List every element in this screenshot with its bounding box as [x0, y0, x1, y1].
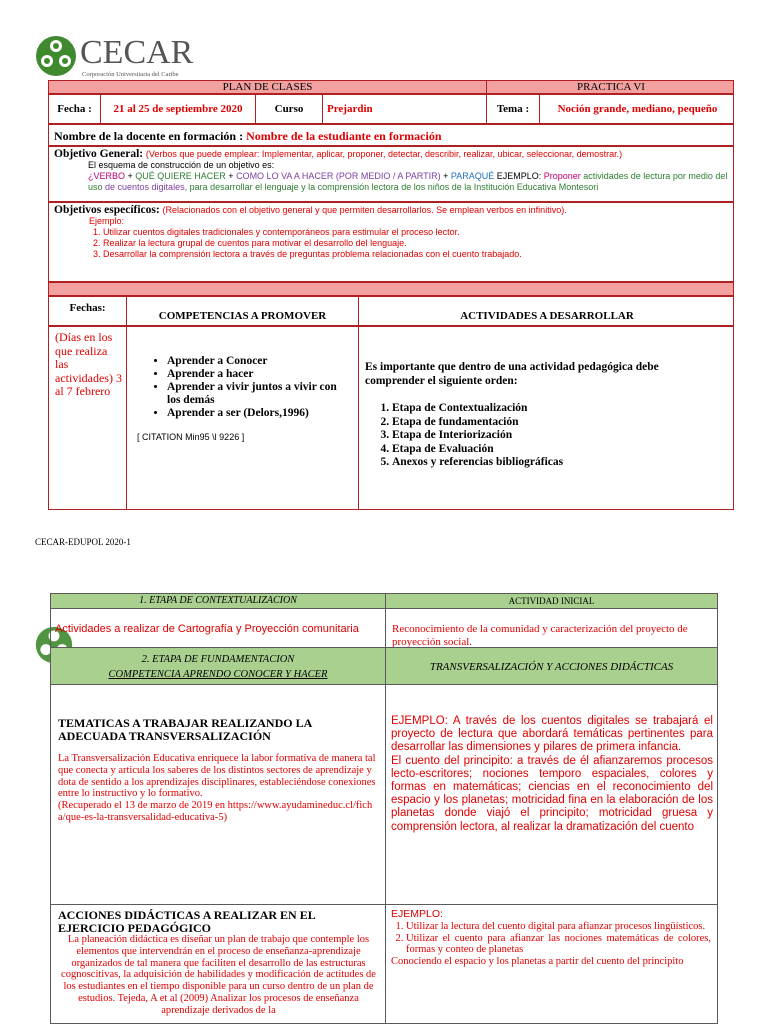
ejemplo-acciones-list [391, 921, 711, 956]
ejemplo-acciones-cell [385, 904, 718, 1024]
logo-subtitle: Corporación Universitaria del Caribe [82, 71, 179, 78]
principito-text: El cuento del principito: a través de él afianzaremos procesos lecto-escritores; nociones temporo espaciales, colores y formas en matemáticas; ciencias en el reconocimiento del espacio y los planetas; motricidad fina en la elaboración de los planetas donde viajó el principito; motricidad gruesa y comprensión lectora, al realizar la dramatización del cuento [391, 754, 713, 833]
tematicas-cell [50, 684, 386, 905]
list-item: 1. Utilizar la lectura del cuento digital para afianzar procesos lingüísticos. [406, 921, 711, 933]
list-item: 1. Etapa de Contextualización [392, 402, 721, 416]
list-item: 1. Utilizar cuentos digitales tradicionales y contemporáneos para estimular el proceso lector. [103, 227, 729, 238]
objetivo-verbs-hint: (Verbos que puede emplear: Implementar, aplicar, proponer, detectar, describir, realizar, ubicar, seleccionar, demostrar.) [145, 149, 623, 159]
ejemplo-cuentos: de cuentos digitales, [105, 182, 188, 192]
cecar-logo [34, 34, 194, 80]
esquema-como: COMO LO VA A HACER (POR MEDIO / A PARTIR) [236, 171, 441, 181]
col-competencias: COMPETENCIAS A PROMOVER [127, 297, 359, 325]
esquema-ejemplo: EJEMPLO: [494, 171, 544, 181]
plan-title: PLAN DE CLASES [49, 81, 487, 93]
list-item: 3. Etapa de Interiorización [392, 429, 721, 443]
ejemplo-actividades: actividades de lectura por medio del uso [88, 171, 728, 192]
objetivos-especificos-list [54, 227, 729, 260]
page2-table [50, 593, 718, 1024]
list-item: • Aprender a hacer [167, 368, 350, 381]
reconocimiento-text: Reconocimiento de la comunidad y caracterización del proyecto de proyección social. [385, 608, 718, 648]
objetivos-especificos-label: Objetivos específicos: [54, 204, 160, 216]
transversalizacion-cell [385, 684, 718, 905]
cartografia-text: Actividades a realizar de Cartografía y Proyección comunitaria [50, 608, 386, 648]
tema-value: Noción grande, mediano, pequeño [557, 103, 718, 115]
transversalizacion-header: TRANSVERSALIZACIÓN Y ACCIONES DIDÁCTICAS [385, 647, 718, 685]
esquema-verbo: ¿VERBO [88, 171, 126, 181]
objetivos-especificos-hint: (Relacionados con el objetivo general y que permiten desarrollarlos. Se emplean verbos en infinitivo). [162, 205, 567, 215]
content-row [48, 326, 734, 510]
etapa-fundamentacion-title: 2. ETAPA DE FUNDAMENTACION [141, 654, 295, 665]
list-item: 3. Desarrollar la comprensión lectora a través de preguntas problema relacionadas con el cuento trabajado. [103, 249, 729, 260]
fecha-label: Fecha : [49, 95, 101, 123]
etapa-fundamentacion [50, 647, 386, 685]
ejemplo-transversalizacion: EJEMPLO: A través de los cuentos digitales se trabajará el proyecto de lectura que abordará temáticas pertinentes para desarrollar las dimensiones y pilares de primera infancia. [391, 715, 713, 754]
pink-divider-row [48, 282, 734, 296]
competencias-list [135, 355, 350, 420]
esquema-que: QUÉ QUIERE HACER [135, 171, 226, 181]
docente-value: Nombre de la estudiante en formación [246, 129, 442, 143]
actividades-cell [359, 327, 735, 509]
practica-label: PRACTICA VI [577, 81, 645, 93]
list-item: 2. Etapa de fundamentación [392, 416, 721, 430]
esquema-plus-2: + [225, 171, 237, 181]
columns-header-row [48, 296, 734, 326]
objetivos-especificos-row [48, 202, 734, 282]
col-actividades: ACTIVIDADES A DESARROLLAR [460, 310, 634, 322]
competencias-cell [127, 327, 359, 509]
esquema-formula [54, 171, 729, 193]
objetivo-general-row [48, 146, 734, 202]
tematicas-body: La Transversalización Educativa enriquece la labor formativa de manera tal que conecta y articula los saberes de los distintos sectores de aprendizaje y dota de sentido a los aprendizajes disciplinares, estableciéndose conexiones entre lo instructivo y lo formativo. [58, 753, 376, 800]
fecha-value: 21 al 25 de septiembre 2020 [101, 95, 256, 123]
page-footer: CECAR-EDUPOL 2020-1 [35, 537, 131, 547]
list-item: 2. Utilizar el cuento para afianzar las nociones matemáticas de colores, formas y conteo de planetas [406, 933, 711, 957]
actividad-inicial-header: ACTIVIDAD INICIAL [385, 593, 718, 609]
esquema-line: El esquema de construcción de un objetivo es: [88, 160, 275, 170]
competencia-aprendo: COMPETENCIA APRENDO CONOCER Y HACER [108, 669, 328, 680]
docente-label: Nombre de la docente en formación : [54, 129, 244, 143]
list-item: 2. Realizar la lectura grupal de cuentos para motivar el desarrollo del lenguaje. [103, 238, 729, 249]
tema-label: Tema : [487, 95, 540, 123]
objetivo-general-label: Objetivo General: [54, 148, 144, 160]
list-item: 4. Etapa de Evaluación [392, 443, 721, 457]
ejemplo-label-2: EJEMPLO: [391, 908, 443, 920]
tematicas-reference: (Recuperado el 13 de marzo de 2019 en https://www.ayudamineduc.cl/ficha/que-es-la-transversalidad-educativa-5) [58, 800, 373, 823]
list-item: 5. Anexos y referencias bibliográficas [392, 456, 721, 470]
curso-label: Curso [256, 95, 323, 123]
plan-header-row [48, 80, 734, 94]
acciones-cell [50, 904, 386, 1024]
esquema-paraque: PARAQUÉ [450, 171, 495, 181]
ejemplo-label: Ejemplo: [89, 216, 125, 226]
curso-value: Prejardin [323, 95, 487, 123]
fecha-row [48, 94, 734, 124]
list-item: • Aprender a vivir juntos a vivir con los demás [167, 381, 350, 407]
esquema-plus-3: + [440, 171, 451, 181]
ejemplo-para: para desarrollar el lenguaje y la comprensión lectora de los niños de la Institución Educativa Montesori [187, 182, 599, 192]
ejemplo-acciones-tail: Conociendo el espacio y los planetas a partir del cuento del principito [391, 956, 684, 968]
esquema-plus-1: + [125, 171, 136, 181]
citation: [ CITATION Min95 \l 9226 ] [137, 432, 245, 442]
acciones-title: ACCIONES DIDÁCTICAS A REALIZAR EN EL EJERCICIO PEDAGÓGICO [58, 908, 316, 935]
etapa-contextualizacion: 1. ETAPA DE CONTEXTUALIZACION [50, 593, 386, 609]
list-item: • Aprender a ser (Delors,1996) [167, 407, 350, 420]
col-fechas: Fechas: [49, 297, 127, 325]
fechas-text: (Días en los que realiza las actividades) 3 al 7 febrero [49, 327, 127, 509]
logo-name: CECAR [80, 34, 194, 71]
cecar-logo-icon [34, 34, 78, 78]
tematicas-title: TEMATICAS A TRABAJAR REALIZANDO LA ADECUADA TRANSVERSALIZACIÓN [58, 716, 312, 743]
docente-row [48, 124, 734, 146]
actividades-intro: Es importante que dentro de una actividad pedagógica debe comprender el siguiente orden: [365, 361, 659, 387]
acciones-body: La planeación didáctica es diseñar un plan de trabajo que contemple los elementos que intervendrán en el proceso de enseñanza-aprendizaje organizados de tal manera que faciliten el desarrollo de las estructuras cognoscitivas, la adquisición de habilidades y modificación de actitudes de los estudiantes en el tiempo disponible para un curso dentro de un plan de estudios. Tejeda, A et al (2009) Analizar los procesos de enseñanza aprendizaje derivados de la [61, 934, 376, 1016]
ejemplo-proponer: Proponer [543, 171, 581, 181]
etapas-list [365, 402, 721, 470]
list-item: • Aprender a Conocer [167, 355, 350, 368]
